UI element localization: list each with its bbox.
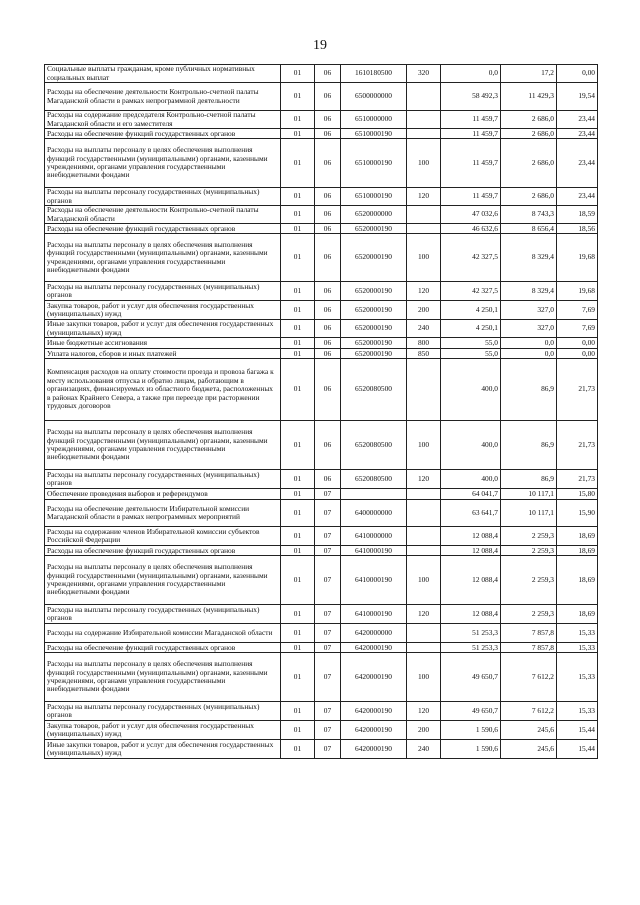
row-expense-type: 200 bbox=[407, 721, 441, 740]
row-section: 01 bbox=[281, 527, 315, 546]
row-percent: 15,90 bbox=[557, 500, 598, 527]
row-plan-value: 42 327,5 bbox=[441, 282, 501, 301]
table-row bbox=[45, 65, 598, 83]
row-name: Расходы на выплаты персоналу в целях обеспечения выполнения функций государственными (муниципальными) органами, казенными учреждениями, органами управления государственными внебюджетными фондами bbox=[45, 653, 281, 702]
row-expense-type: 800 bbox=[407, 338, 441, 349]
row-expense-type bbox=[407, 206, 441, 224]
table-row bbox=[45, 234, 598, 282]
table-body bbox=[45, 65, 598, 759]
row-percent: 18,69 bbox=[557, 605, 598, 624]
row-section: 01 bbox=[281, 234, 315, 282]
row-name: Иные закупки товаров, работ и услуг для обеспечения государственных (муниципальных) нужд bbox=[45, 740, 281, 759]
row-name: Социальные выплаты гражданам, кроме публичных нормативных социальных выплат bbox=[45, 65, 281, 83]
row-fact-value: 8 743,3 bbox=[501, 206, 557, 224]
row-fact-value: 2 686,0 bbox=[501, 111, 557, 129]
row-fact-value: 0,0 bbox=[501, 349, 557, 359]
table-row bbox=[45, 224, 598, 234]
row-plan-value: 0,0 bbox=[441, 65, 501, 83]
row-fact-value: 8 329,4 bbox=[501, 282, 557, 301]
row-section: 01 bbox=[281, 653, 315, 702]
row-percent: 21,73 bbox=[557, 470, 598, 489]
row-section: 01 bbox=[281, 206, 315, 224]
row-target-article: 6510000190 bbox=[341, 129, 407, 139]
row-plan-value: 1 590,6 bbox=[441, 721, 501, 740]
row-subsection: 06 bbox=[315, 282, 341, 301]
row-subsection: 06 bbox=[315, 139, 341, 188]
row-section: 01 bbox=[281, 421, 315, 470]
row-section: 01 bbox=[281, 338, 315, 349]
row-expense-type bbox=[407, 500, 441, 527]
row-plan-value: 63 641,7 bbox=[441, 500, 501, 527]
row-section: 01 bbox=[281, 702, 315, 721]
row-plan-value: 46 632,6 bbox=[441, 224, 501, 234]
row-name: Расходы на обеспечение функций государственных органов bbox=[45, 643, 281, 653]
row-section: 01 bbox=[281, 605, 315, 624]
table-row bbox=[45, 500, 598, 527]
row-section: 01 bbox=[281, 546, 315, 556]
row-section: 01 bbox=[281, 83, 315, 111]
row-section: 01 bbox=[281, 301, 315, 320]
table-row bbox=[45, 282, 598, 301]
table-row bbox=[45, 111, 598, 129]
row-subsection: 06 bbox=[315, 301, 341, 320]
row-expense-type bbox=[407, 359, 441, 421]
row-target-article: 6420000190 bbox=[341, 702, 407, 721]
row-section: 01 bbox=[281, 500, 315, 527]
row-fact-value: 2 259,3 bbox=[501, 546, 557, 556]
row-plan-value: 11 459,7 bbox=[441, 129, 501, 139]
row-percent: 18,56 bbox=[557, 224, 598, 234]
row-fact-value: 7 857,8 bbox=[501, 643, 557, 653]
row-plan-value: 55,0 bbox=[441, 349, 501, 359]
row-subsection: 06 bbox=[315, 188, 341, 206]
row-percent: 15,33 bbox=[557, 624, 598, 643]
row-percent: 18,69 bbox=[557, 556, 598, 605]
row-subsection: 06 bbox=[315, 129, 341, 139]
row-plan-value: 4 250,1 bbox=[441, 320, 501, 338]
row-expense-type: 120 bbox=[407, 470, 441, 489]
row-plan-value: 4 250,1 bbox=[441, 301, 501, 320]
row-percent: 23,44 bbox=[557, 111, 598, 129]
row-plan-value: 400,0 bbox=[441, 421, 501, 470]
row-target-article: 6520000190 bbox=[341, 282, 407, 301]
row-fact-value: 86,9 bbox=[501, 359, 557, 421]
row-name: Расходы на выплаты персоналу государственных (муниципальных) органов bbox=[45, 470, 281, 489]
row-name: Расходы на выплаты персоналу в целях обеспечения выполнения функций государственными (муниципальными) органами, казенными учреждениями, органами управления государственными внебюджетными фондами bbox=[45, 556, 281, 605]
row-name: Компенсация расходов на оплату стоимости проезда и провоза багажа к месту использования отпуска и обратно лицам, работающим в организациях, финансируемых из областного бюджета, расположенных в районах Крайнего Севера, а также при переезде при расторжении трудовых договоров bbox=[45, 359, 281, 421]
row-name: Расходы на обеспечение функций государственных органов bbox=[45, 546, 281, 556]
table-row bbox=[45, 489, 598, 500]
row-target-article bbox=[341, 489, 407, 500]
row-subsection: 06 bbox=[315, 65, 341, 83]
row-plan-value: 58 492,3 bbox=[441, 83, 501, 111]
table-row bbox=[45, 643, 598, 653]
row-percent: 19,54 bbox=[557, 83, 598, 111]
row-expense-type: 200 bbox=[407, 301, 441, 320]
row-target-article: 6510000190 bbox=[341, 188, 407, 206]
row-fact-value: 11 429,3 bbox=[501, 83, 557, 111]
table-row bbox=[45, 206, 598, 224]
row-fact-value: 2 686,0 bbox=[501, 139, 557, 188]
row-fact-value: 7 857,8 bbox=[501, 624, 557, 643]
row-expense-type: 850 bbox=[407, 349, 441, 359]
row-section: 01 bbox=[281, 188, 315, 206]
row-name: Расходы на выплаты персоналу в целях обеспечения выполнения функций государственными (муниципальными) органами, казенными учреждениями, органами управления государственными внебюджетными фондами bbox=[45, 139, 281, 188]
row-fact-value: 7 612,2 bbox=[501, 702, 557, 721]
row-percent: 15,33 bbox=[557, 653, 598, 702]
row-name: Расходы на обеспечение деятельности Контрольно-счетной палаты Магаданской области в рамках непрограммной деятельности bbox=[45, 83, 281, 111]
row-subsection: 06 bbox=[315, 349, 341, 359]
row-section: 01 bbox=[281, 721, 315, 740]
row-percent: 18,69 bbox=[557, 527, 598, 546]
row-percent: 21,73 bbox=[557, 421, 598, 470]
row-section: 01 bbox=[281, 556, 315, 605]
row-target-article: 1610180500 bbox=[341, 65, 407, 83]
table-row bbox=[45, 349, 598, 359]
row-target-article: 6420000190 bbox=[341, 721, 407, 740]
row-plan-value: 55,0 bbox=[441, 338, 501, 349]
row-name: Расходы на выплаты персоналу государственных (муниципальных) органов bbox=[45, 605, 281, 624]
table-row bbox=[45, 129, 598, 139]
row-percent: 19,68 bbox=[557, 282, 598, 301]
row-section: 01 bbox=[281, 643, 315, 653]
row-plan-value: 49 650,7 bbox=[441, 653, 501, 702]
row-fact-value: 10 117,1 bbox=[501, 500, 557, 527]
row-name: Расходы на выплаты персоналу государственных (муниципальных) органов bbox=[45, 188, 281, 206]
row-subsection: 07 bbox=[315, 740, 341, 759]
table-row bbox=[45, 359, 598, 421]
row-name: Расходы на выплаты персоналу в целях обеспечения выполнения функций государственными (муниципальными) органами, казенными учреждениями, органами управления государственными внебюджетными фондами bbox=[45, 421, 281, 470]
row-expense-type bbox=[407, 624, 441, 643]
row-target-article: 6520080500 bbox=[341, 359, 407, 421]
table-row bbox=[45, 556, 598, 605]
row-subsection: 06 bbox=[315, 338, 341, 349]
row-percent: 15,44 bbox=[557, 721, 598, 740]
row-name: Расходы на обеспечение деятельности Контрольно-счетной палаты Магаданской области bbox=[45, 206, 281, 224]
row-plan-value: 12 088,4 bbox=[441, 605, 501, 624]
row-plan-value: 11 459,7 bbox=[441, 111, 501, 129]
table-row bbox=[45, 653, 598, 702]
row-target-article: 6500000000 bbox=[341, 83, 407, 111]
row-section: 01 bbox=[281, 224, 315, 234]
row-expense-type bbox=[407, 111, 441, 129]
row-plan-value: 47 032,6 bbox=[441, 206, 501, 224]
table-row bbox=[45, 546, 598, 556]
row-percent: 21,73 bbox=[557, 359, 598, 421]
row-section: 01 bbox=[281, 489, 315, 500]
row-name: Обеспечение проведения выборов и референдумов bbox=[45, 489, 281, 500]
row-target-article: 6520000190 bbox=[341, 338, 407, 349]
row-section: 01 bbox=[281, 624, 315, 643]
row-plan-value: 49 650,7 bbox=[441, 702, 501, 721]
row-section: 01 bbox=[281, 65, 315, 83]
row-name: Расходы на выплаты персоналу государственных (муниципальных) органов bbox=[45, 282, 281, 301]
row-percent: 15,33 bbox=[557, 702, 598, 721]
row-target-article: 6510000000 bbox=[341, 111, 407, 129]
row-fact-value: 8 656,4 bbox=[501, 224, 557, 234]
row-percent: 18,59 bbox=[557, 206, 598, 224]
row-target-article: 6520000190 bbox=[341, 349, 407, 359]
row-subsection: 07 bbox=[315, 643, 341, 653]
row-section: 01 bbox=[281, 349, 315, 359]
row-section: 01 bbox=[281, 282, 315, 301]
row-percent: 7,69 bbox=[557, 320, 598, 338]
row-fact-value: 86,9 bbox=[501, 421, 557, 470]
row-fact-value: 327,0 bbox=[501, 320, 557, 338]
row-subsection: 06 bbox=[315, 470, 341, 489]
row-target-article: 6420000000 bbox=[341, 624, 407, 643]
row-target-article: 6520080500 bbox=[341, 470, 407, 489]
row-target-article: 6410000190 bbox=[341, 546, 407, 556]
row-name: Иные бюджетные ассигнования bbox=[45, 338, 281, 349]
row-target-article: 6420000190 bbox=[341, 740, 407, 759]
budget-table bbox=[44, 64, 598, 759]
row-percent: 19,68 bbox=[557, 234, 598, 282]
row-section: 01 bbox=[281, 139, 315, 188]
page-number: 19 bbox=[313, 38, 327, 53]
row-plan-value: 11 459,7 bbox=[441, 188, 501, 206]
row-fact-value: 327,0 bbox=[501, 301, 557, 320]
row-name: Расходы на обеспечение деятельности Избирательной комиссии Магаданской области в рамках непрограммных мероприятий bbox=[45, 500, 281, 527]
row-fact-value: 2 259,3 bbox=[501, 556, 557, 605]
row-percent: 15,44 bbox=[557, 740, 598, 759]
row-name: Расходы на обеспечение функций государственных органов bbox=[45, 129, 281, 139]
row-subsection: 07 bbox=[315, 556, 341, 605]
row-section: 01 bbox=[281, 129, 315, 139]
row-subsection: 06 bbox=[315, 206, 341, 224]
row-name: Закупка товаров, работ и услуг для обеспечения государственных (муниципальных) нужд bbox=[45, 301, 281, 320]
row-percent: 18,69 bbox=[557, 546, 598, 556]
row-subsection: 06 bbox=[315, 359, 341, 421]
row-plan-value: 400,0 bbox=[441, 470, 501, 489]
table-row bbox=[45, 139, 598, 188]
row-target-article: 6420000190 bbox=[341, 653, 407, 702]
row-percent: 0,00 bbox=[557, 349, 598, 359]
row-name: Расходы на содержание Избирательной комиссии Магаданской области bbox=[45, 624, 281, 643]
row-plan-value: 12 088,4 bbox=[441, 527, 501, 546]
row-subsection: 07 bbox=[315, 702, 341, 721]
row-name: Расходы на содержание председателя Контрольно-счетной палаты Магаданской области и его заместителя bbox=[45, 111, 281, 129]
row-percent: 23,44 bbox=[557, 139, 598, 188]
row-subsection: 07 bbox=[315, 527, 341, 546]
row-subsection: 07 bbox=[315, 546, 341, 556]
row-expense-type: 120 bbox=[407, 702, 441, 721]
row-subsection: 07 bbox=[315, 653, 341, 702]
row-subsection: 06 bbox=[315, 234, 341, 282]
table-row bbox=[45, 188, 598, 206]
row-subsection: 06 bbox=[315, 224, 341, 234]
row-plan-value: 11 459,7 bbox=[441, 139, 501, 188]
row-fact-value: 2 259,3 bbox=[501, 605, 557, 624]
row-expense-type: 120 bbox=[407, 282, 441, 301]
row-fact-value: 86,9 bbox=[501, 470, 557, 489]
row-expense-type: 320 bbox=[407, 65, 441, 83]
row-subsection: 07 bbox=[315, 489, 341, 500]
table-row bbox=[45, 83, 598, 111]
table-row bbox=[45, 301, 598, 320]
table-row bbox=[45, 702, 598, 721]
row-expense-type bbox=[407, 489, 441, 500]
row-plan-value: 51 253,3 bbox=[441, 624, 501, 643]
table-row bbox=[45, 624, 598, 643]
row-target-article: 6520000190 bbox=[341, 234, 407, 282]
row-section: 01 bbox=[281, 320, 315, 338]
row-subsection: 06 bbox=[315, 320, 341, 338]
row-expense-type bbox=[407, 83, 441, 111]
row-percent: 0,00 bbox=[557, 65, 598, 83]
row-name: Расходы на выплаты персоналу государственных (муниципальных) органов bbox=[45, 702, 281, 721]
row-target-article: 6520000190 bbox=[341, 224, 407, 234]
table-row bbox=[45, 470, 598, 489]
row-expense-type: 120 bbox=[407, 188, 441, 206]
row-target-article: 6410000000 bbox=[341, 527, 407, 546]
row-subsection: 07 bbox=[315, 500, 341, 527]
row-target-article: 6520000000 bbox=[341, 206, 407, 224]
row-fact-value: 10 117,1 bbox=[501, 489, 557, 500]
row-fact-value: 2 686,0 bbox=[501, 188, 557, 206]
row-expense-type: 100 bbox=[407, 556, 441, 605]
row-target-article: 6510000190 bbox=[341, 139, 407, 188]
row-expense-type bbox=[407, 546, 441, 556]
row-fact-value: 2 259,3 bbox=[501, 527, 557, 546]
row-expense-type: 240 bbox=[407, 320, 441, 338]
row-expense-type: 100 bbox=[407, 139, 441, 188]
row-section: 01 bbox=[281, 470, 315, 489]
row-fact-value: 2 686,0 bbox=[501, 129, 557, 139]
row-target-article: 6420000190 bbox=[341, 643, 407, 653]
row-fact-value: 8 329,4 bbox=[501, 234, 557, 282]
row-name: Расходы на содержание членов Избирательной комиссии субъектов Российской Федерации bbox=[45, 527, 281, 546]
row-percent: 23,44 bbox=[557, 188, 598, 206]
row-target-article: 6400000000 bbox=[341, 500, 407, 527]
table-row bbox=[45, 320, 598, 338]
row-plan-value: 400,0 bbox=[441, 359, 501, 421]
row-section: 01 bbox=[281, 111, 315, 129]
row-fact-value: 245,6 bbox=[501, 721, 557, 740]
row-fact-value: 17,2 bbox=[501, 65, 557, 83]
row-expense-type: 100 bbox=[407, 421, 441, 470]
row-plan-value: 12 088,4 bbox=[441, 546, 501, 556]
row-percent: 23,44 bbox=[557, 129, 598, 139]
row-subsection: 06 bbox=[315, 83, 341, 111]
row-expense-type bbox=[407, 527, 441, 546]
table-row bbox=[45, 421, 598, 470]
row-percent: 7,69 bbox=[557, 301, 598, 320]
row-subsection: 07 bbox=[315, 605, 341, 624]
row-percent: 0,00 bbox=[557, 338, 598, 349]
row-percent: 15,33 bbox=[557, 643, 598, 653]
row-expense-type bbox=[407, 643, 441, 653]
row-subsection: 06 bbox=[315, 421, 341, 470]
row-expense-type bbox=[407, 224, 441, 234]
row-plan-value: 42 327,5 bbox=[441, 234, 501, 282]
row-name: Иные закупки товаров, работ и услуг для обеспечения государственных (муниципальных) нужд bbox=[45, 320, 281, 338]
table-row bbox=[45, 527, 598, 546]
row-subsection: 07 bbox=[315, 624, 341, 643]
row-name: Уплата налогов, сборов и иных платежей bbox=[45, 349, 281, 359]
row-target-article: 6520080500 bbox=[341, 421, 407, 470]
row-name: Расходы на обеспечение функций государственных органов bbox=[45, 224, 281, 234]
row-plan-value: 51 253,3 bbox=[441, 643, 501, 653]
table-row bbox=[45, 338, 598, 349]
row-target-article: 6410000190 bbox=[341, 605, 407, 624]
row-plan-value: 12 088,4 bbox=[441, 556, 501, 605]
row-name: Расходы на выплаты персоналу в целях обеспечения выполнения функций государственными (муниципальными) органами, казенными учреждениями, органами управления государственными внебюджетными фондами bbox=[45, 234, 281, 282]
row-target-article: 6520000190 bbox=[341, 301, 407, 320]
row-subsection: 06 bbox=[315, 111, 341, 129]
row-target-article: 6410000190 bbox=[341, 556, 407, 605]
row-expense-type: 120 bbox=[407, 605, 441, 624]
row-percent: 15,80 bbox=[557, 489, 598, 500]
row-subsection: 07 bbox=[315, 721, 341, 740]
table-row bbox=[45, 605, 598, 624]
table-row bbox=[45, 740, 598, 759]
row-plan-value: 64 041,7 bbox=[441, 489, 501, 500]
row-fact-value: 245,6 bbox=[501, 740, 557, 759]
row-expense-type bbox=[407, 129, 441, 139]
row-target-article: 6520000190 bbox=[341, 320, 407, 338]
row-plan-value: 1 590,6 bbox=[441, 740, 501, 759]
row-fact-value: 0,0 bbox=[501, 338, 557, 349]
table-row bbox=[45, 721, 598, 740]
row-name: Закупка товаров, работ и услуг для обеспечения государственных (муниципальных) нужд bbox=[45, 721, 281, 740]
row-expense-type: 100 bbox=[407, 653, 441, 702]
row-section: 01 bbox=[281, 740, 315, 759]
row-expense-type: 240 bbox=[407, 740, 441, 759]
row-fact-value: 7 612,2 bbox=[501, 653, 557, 702]
row-expense-type: 100 bbox=[407, 234, 441, 282]
row-section: 01 bbox=[281, 359, 315, 421]
